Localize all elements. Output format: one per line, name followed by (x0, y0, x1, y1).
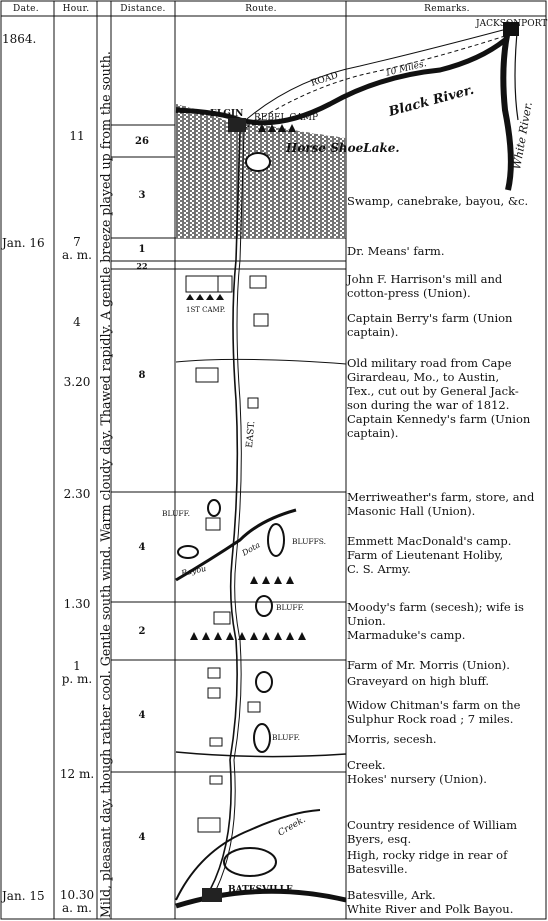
date-jan-16: Jan. 16 (2, 236, 45, 250)
header-hour: Hour. (62, 4, 90, 14)
remark-hokes-nursery: Hokes' nursery (Union). (347, 772, 487, 786)
label-white-river: White River. (510, 100, 535, 171)
horseshoe-lake (246, 153, 270, 171)
distance-26: 26 (135, 136, 149, 147)
distance-1: 1 (138, 244, 146, 255)
hour-1pm: 1 p. m. (61, 659, 93, 686)
label-rebel-camp: REBEL CAMP (254, 113, 319, 123)
remark-marmaduke: Marmaduke's camp. (347, 628, 466, 642)
label-batesville: BATESVILLE. (228, 885, 296, 895)
year-label: 1864. (2, 32, 37, 46)
hour-2-30: 2.30 (63, 487, 91, 501)
remark-military-road: Old military road from Cape Girardeau, Mo., to Austin, Tex., cut out by General Jack- son during the war of 1812. (347, 356, 519, 412)
distance-4a: 4 (138, 542, 146, 553)
label-black-river: Black River. (387, 82, 476, 120)
label-road: ROAD (309, 70, 340, 89)
remark-white-river: White River and Polk Bayou. (347, 902, 514, 916)
remark-captain-kennedy: Captain Kennedy's farm (Union captain). (347, 412, 531, 440)
remark-swamp: Swamp, canebrake, bayou, &c. (347, 194, 529, 208)
hour-11: 11 (69, 129, 85, 143)
remark-rocky-ridge: High, rocky ridge in rear of Batesville. (347, 848, 508, 876)
remark-creek: Creek. (347, 758, 386, 772)
label-dota: Dota (240, 540, 262, 558)
elgin-town (228, 118, 246, 132)
remark-widow-chitman: Widow Chitman's farm on the Sulphur Rock road ; 7 miles. (347, 698, 521, 726)
label-horseshoe-lake: Horse ShoeLake. (286, 141, 400, 155)
bluffs (178, 500, 284, 876)
label-ten-miles: 10 Miles. (384, 59, 428, 79)
batesville-town (202, 888, 222, 902)
remark-moody: Moody's farm (secesh); wife is Union. (347, 600, 524, 628)
distance-4c: 4 (138, 832, 146, 843)
first-camp-tents (186, 294, 224, 300)
header-route: Route. (245, 4, 277, 14)
remark-merriweather: Merriweather's farm, store, and Masonic Hall (Union). (347, 490, 535, 518)
distance-2: 2 (138, 626, 146, 637)
label-elgin: ELGIN (210, 109, 244, 119)
hour-1-30: 1.30 (63, 597, 91, 611)
remark-batesville: Batesville, Ark. (347, 888, 436, 902)
label-creek: Creek. (276, 814, 308, 839)
label-bluff-2: BLUFF. (276, 603, 305, 612)
label-jacksonport: JACKSONPORT (476, 19, 548, 29)
distance-22: 22 (136, 261, 148, 271)
header-date: Date. (13, 4, 39, 14)
hour-7am: 7 a. m. (62, 235, 92, 262)
white-river (503, 22, 511, 190)
distance-8: 8 (138, 370, 146, 381)
remark-macdonald-camp: Emmett MacDonald's camp. Farm of Lieutenant Holiby, C. S. Army. (347, 534, 512, 576)
distance-3: 3 (138, 190, 146, 201)
label-bayou: Bayou (180, 563, 208, 578)
label-first-camp: 1ST CAMP. (186, 306, 226, 314)
label-bluffs: BLUFFS. (292, 537, 327, 546)
date-jan-15: Jan. 15 (2, 889, 45, 903)
distance-4b: 4 (138, 710, 146, 721)
remark-captain-berry: Captain Berry's farm (Union captain). (347, 311, 513, 339)
hour-10-30am: 10.30 a. m. (59, 888, 95, 915)
hour-12m: 12 m. (59, 767, 95, 781)
remark-harrison-mill: John F. Harrison's mill and cotton-press (Union). (347, 272, 503, 300)
hour-3-20: 3.20 (63, 375, 91, 389)
label-bluff-3: BLUFF. (272, 733, 301, 742)
weather-notes: Mild, pleasant day, though rather cool. Gentle south wind. Warm cloudy day. Thawed rapidly. A gentle breeze played up from the south. (98, 51, 113, 918)
remark-dr-means: Dr. Means' farm. (347, 244, 445, 258)
military-road (176, 359, 346, 364)
remark-byers: Country residence of William Byers, esq. (347, 818, 518, 846)
remark-morris-secesh: Morris, secesh. (347, 732, 437, 746)
hour-4: 4 (73, 315, 81, 329)
remark-graveyard: Graveyard on high bluff. (347, 674, 490, 688)
road (240, 30, 503, 125)
label-east: EAST. (245, 420, 258, 449)
header-remarks: Remarks. (424, 4, 470, 14)
header-distance: Distance. (120, 4, 166, 14)
remark-morris-farm: Farm of Mr. Morris (Union). (347, 658, 510, 672)
label-bluff-1: BLUFF. (162, 509, 191, 518)
